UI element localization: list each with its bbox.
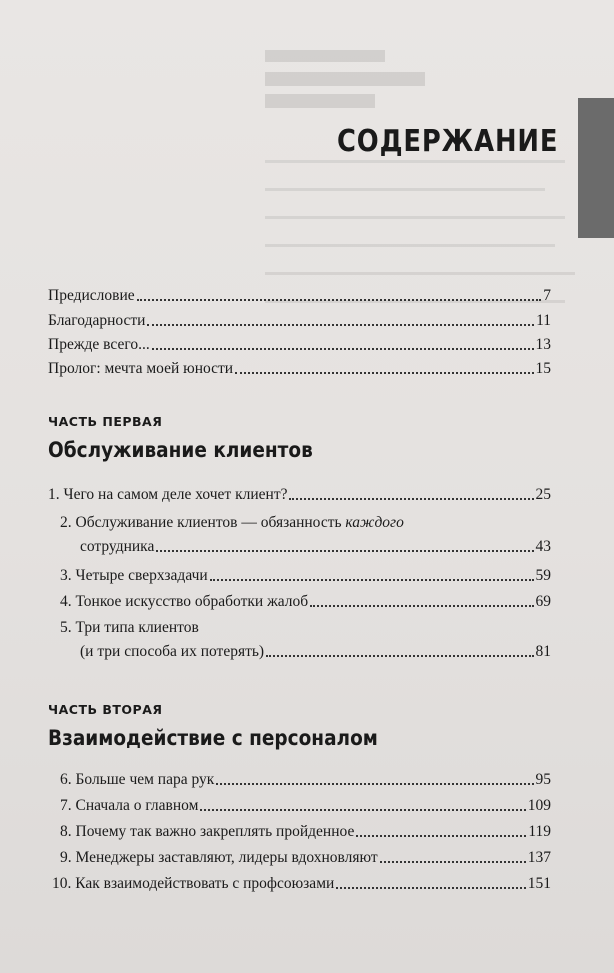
entry-title: 7. Сначала о главном (60, 797, 199, 814)
toc-entry-chapter-4[interactable] (60, 592, 551, 612)
leader-dots (152, 348, 534, 350)
entry-title: Предисловие (48, 287, 135, 304)
chapter-5-line-1[interactable]: 5. Три типа клиентов (60, 619, 199, 636)
leader-dots (266, 655, 533, 657)
leader-dots (147, 324, 534, 326)
entry-page: 69 (535, 593, 551, 610)
section-thumb-tab (578, 98, 614, 238)
entry-title: сотрудника (80, 538, 155, 555)
entry-page: 137 (527, 849, 551, 866)
part-label: ЧАСТЬ ВТОРАЯ (48, 702, 163, 717)
leader-dots (336, 887, 525, 889)
toc-entry-prologue[interactable] (48, 359, 551, 379)
entry-page: 43 (535, 538, 551, 555)
entry-page: 119 (528, 823, 551, 840)
toc-entry-chapter-1[interactable] (48, 485, 551, 505)
toc-entry-chapter-7[interactable] (60, 796, 551, 816)
leader-dots (235, 372, 533, 374)
entry-title: 4. Тонкое искусство обработки жалоб (60, 593, 309, 610)
leader-dots (289, 498, 533, 500)
toc-entry-chapter-10[interactable] (52, 874, 551, 894)
toc-entry-chapter-2[interactable] (80, 537, 551, 557)
entry-page: 7 (543, 287, 551, 304)
leader-dots (210, 579, 534, 581)
entry-page: 81 (535, 643, 551, 660)
entry-title: 9. Менеджеры заставляют, лидеры вдохновляют (60, 849, 378, 866)
entry-page: 151 (527, 875, 551, 892)
toc-entry-acknowledgements[interactable] (48, 311, 551, 331)
chapter-2-line-1[interactable] (60, 513, 404, 533)
leader-dots (356, 835, 526, 837)
entry-page: 59 (535, 567, 551, 584)
part-title: Обслуживание клиентов (48, 438, 313, 462)
toc-entry-chapter-5[interactable] (80, 642, 551, 662)
entry-title: 6. Больше чем пара рук (60, 771, 215, 788)
entry-title: Благодарности (48, 312, 146, 329)
leader-dots (200, 809, 525, 811)
leader-dots (156, 550, 533, 552)
entry-page: 95 (535, 771, 551, 788)
leader-dots (216, 783, 533, 785)
toc-entry-chapter-3[interactable] (60, 566, 551, 586)
part-title: Взаимодействие с персоналом (48, 726, 378, 750)
entry-title-emphasis: каждого (345, 514, 404, 531)
entry-page: 109 (527, 797, 551, 814)
part-label: ЧАСТЬ ПЕРВАЯ (48, 414, 163, 429)
entry-title: 3. Четыре сверхзадачи (60, 567, 208, 584)
entry-page: 15 (535, 360, 551, 377)
entry-page: 11 (536, 312, 551, 329)
entry-title: Прежде всего... (48, 336, 150, 353)
leader-dots (310, 605, 533, 607)
entry-title: Пролог: мечта моей юности (48, 360, 234, 377)
leader-dots (137, 299, 542, 301)
page-title: СОДЕРЖАНИЕ (337, 124, 559, 159)
entry-page: 25 (535, 486, 551, 503)
entry-title: 8. Почему так важно закреплять пройденное (60, 823, 355, 840)
toc-entry-preface[interactable] (48, 286, 551, 306)
entry-title: (и три способа их потерять) (80, 643, 265, 660)
entry-title-part: 2. Обслуживание клиентов — обязанность (60, 514, 346, 531)
toc-entry-chapter-6[interactable] (60, 770, 551, 790)
entry-page: 13 (535, 336, 551, 353)
leader-dots (380, 861, 526, 863)
entry-title: 1. Чего на самом деле хочет клиент? (48, 486, 288, 503)
toc-entry-first-of-all[interactable] (48, 335, 551, 355)
toc-entry-chapter-9[interactable] (60, 848, 551, 868)
toc-entry-chapter-8[interactable] (60, 822, 551, 842)
entry-title: 10. Как взаимодействовать с профсоюзами (52, 875, 335, 892)
